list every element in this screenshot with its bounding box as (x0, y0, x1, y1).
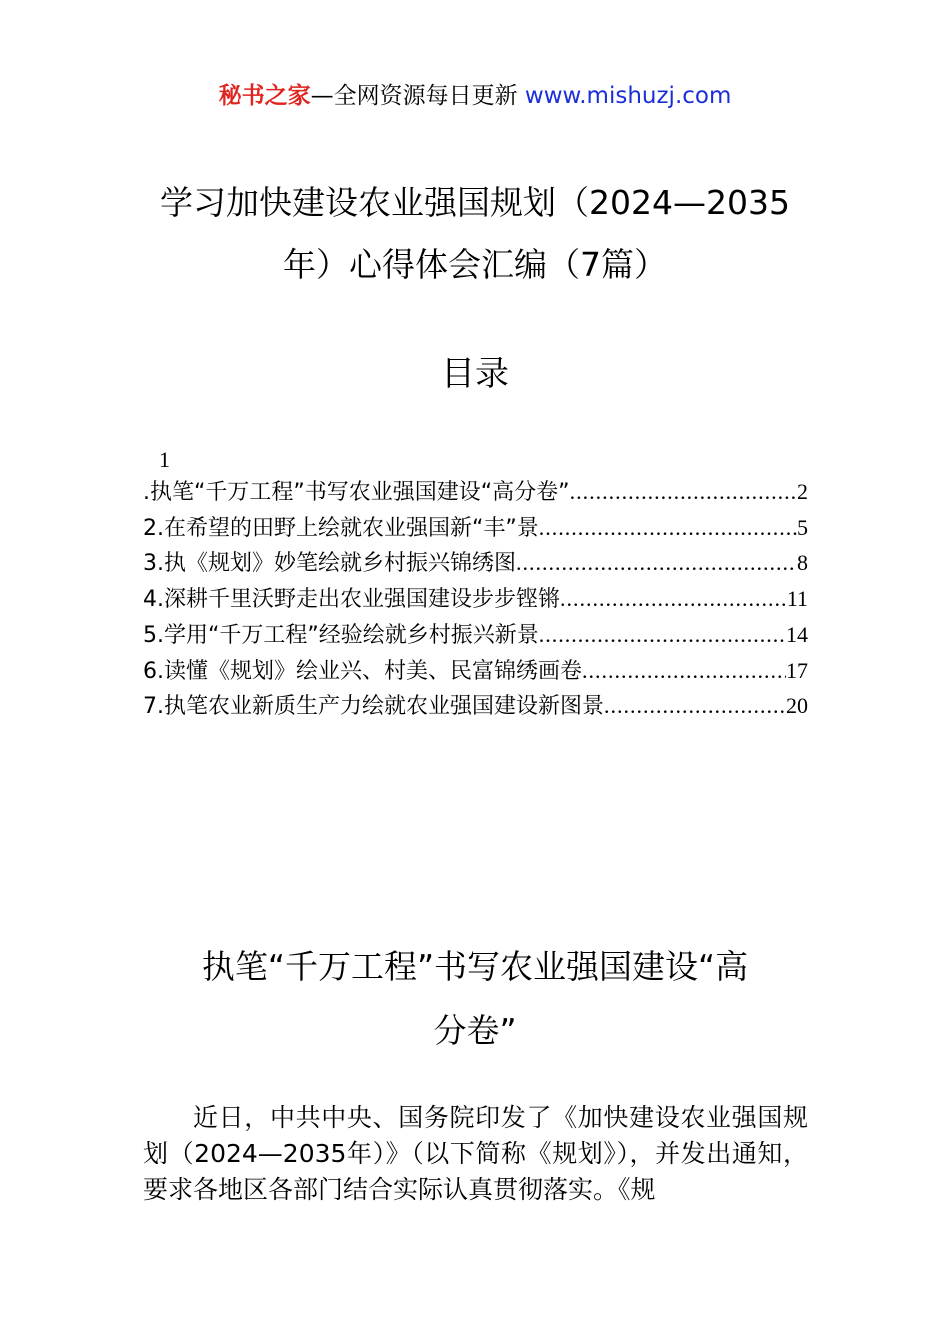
document-title-line-2: 年）心得体会汇编（7篇） (283, 245, 667, 284)
toc-item[interactable] (143, 618, 808, 654)
section-title-line-1: 执笔“千万工程”书写农业强国建设“高 (201, 947, 749, 986)
site-url-link[interactable]: www.mishuzj.com (524, 83, 732, 109)
toc-item-label: 6.读懂《规划》绘业兴、村美、民富锦绣画卷 (143, 658, 582, 684)
document-title (120, 172, 830, 296)
toc-item-page-number: 20 (786, 693, 808, 719)
toc-leader-dots (570, 475, 797, 510)
toc-item[interactable] (143, 654, 808, 690)
toc-leader-dots (516, 546, 797, 581)
toc-leader-dots (582, 654, 786, 689)
brand-name: 秘书之家 (218, 83, 311, 109)
toc-item[interactable] (143, 689, 808, 725)
toc-item-page-number: 2 (797, 479, 808, 504)
toc-item-page-number: 8 (797, 550, 808, 576)
section-title-line-2: 分卷” (433, 1011, 517, 1050)
header-tagline: —全网资源每日更新 (310, 83, 525, 109)
table-of-contents (143, 445, 808, 725)
toc-first-item-number: 1 (159, 447, 170, 472)
toc-leader-dots (539, 511, 797, 546)
toc-item[interactable] (143, 511, 808, 547)
toc-item[interactable] (143, 546, 808, 582)
toc-item-label: 7.执笔农业新质生产力绘就农业强国建设新图景 (143, 694, 604, 720)
toc-leader-dots (539, 618, 786, 653)
toc-item-label: 3.执《规划》妙笔绘就乡村振兴锦绣图 (143, 551, 516, 577)
document-title-line-1: 学习加快建设农业强国规划（2024—2035 (160, 183, 790, 222)
toc-item[interactable] (143, 475, 808, 511)
toc-item[interactable] (143, 582, 808, 618)
toc-item-page-number: 11 (786, 586, 808, 612)
toc-item-label: 2.在希望的田野上绘就农业强国新“丰”景 (143, 515, 539, 541)
toc-item-page-number: 14 (786, 621, 808, 647)
body-paragraph: 近日，中共中央、国务院印发了《加快建设农业强国规划（2024—2035年）》（以下简称《规划》），并发出通知，要求各地区各部门结合实际认真贯彻落实。《规 (143, 1103, 808, 1204)
toc-item-label: .执笔“千万工程”书写农业强国建设“高分卷” (143, 480, 570, 505)
toc-item-page-number: 5 (797, 514, 808, 540)
toc-leader-dots (604, 689, 786, 724)
toc-heading: 目录 (441, 354, 509, 394)
section-title (140, 935, 810, 1063)
site-header (0, 80, 950, 112)
toc-item-label: 4.深耕千里沃野走出农业强国建设步步铿锵 (143, 587, 560, 613)
toc-item-label: 5.学用“千万工程”经验绘就乡村振兴新景 (143, 622, 539, 648)
toc-leader-dots (560, 582, 787, 617)
toc-item-page-number: 17 (786, 657, 808, 683)
